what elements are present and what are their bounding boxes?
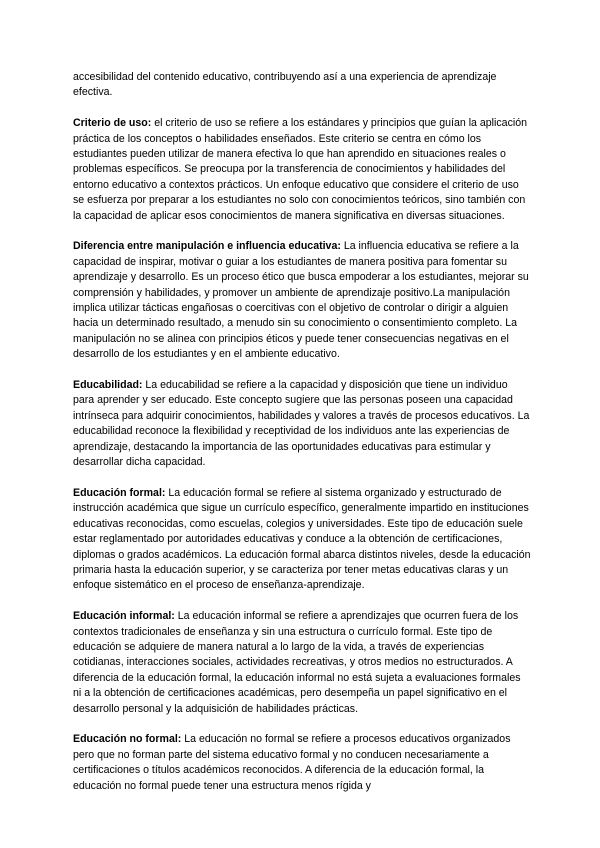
section-criterio-de-uso — [73, 116, 531, 224]
section-educacion-informal — [73, 609, 531, 717]
section-term: Criterio de uso: — [73, 117, 152, 130]
section-text: La educación formal se refiere al sistema organizado y estructurado de instrucción académica que sigue un currículo específico, generalmente impartido en instituciones educativas reconocidas, como escuelas, colegios y universidades. Este tipo de educación suele estar reglamentado por autoridades educativas y conduce a la obtención de certificaciones, diplomas o grados académicos. La educación formal abarca distintos niveles, desde la educación primaria hasta la educación superior, y se caracteriza por tener metas educativas claras y un enfoque sistemático en el proceso de enseñanza-aprendizaje. — [73, 486, 531, 592]
section-manipulacion-influencia — [73, 239, 531, 362]
section-term: Educación informal: — [73, 610, 175, 623]
section-educabilidad — [73, 378, 531, 470]
section-text: La educación informal se refiere a aprendizajes que ocurren fuera de los contextos tradicionales de enseñanza y sin una estructura o currículo formal. Este tipo de educación se adquiere de manera natural a lo largo de la vida, a través de experiencias cotidianas, interacciones sociales, actividades recreativas, y otros medios no estructurados. A diferencia de la educación formal, la educación informal no está sujeta a evaluaciones formales ni a la obtención de certificaciones académicas, pero desempeña un papel significativo en el desarrollo personal y la adquisición de habilidades prácticas. — [73, 610, 521, 715]
section-educacion-formal — [73, 486, 531, 594]
section-text: el criterio de uso se refiere a los estándares y principios que guían la aplicación práctica de los conceptos o habilidades enseñados. Este criterio se centra en cómo los estudiantes pueden utilizar de manera efectiva lo que han aprendido en situaciones reales o problemas específicos. Se preocupa por la transferencia de conocimientos y habilidades del entorno educativo a contextos prácticos. Un enfoque educativo que considere el criterio de uso se esfuerza por preparar a los estudiantes no solo con conocimientos teóricos, sino también con la capacidad de aplicar esos conocimientos de manera significativa en diversas situaciones. — [73, 117, 527, 222]
section-term: Educabilidad: — [73, 379, 143, 392]
section-term: Diferencia entre manipulación e influencia educativa: — [73, 240, 341, 253]
section-text: La educación no formal se refiere a procesos educativos organizados pero que no forman parte del sistema educativo formal y no conducen necesariamente a certificaciones o títulos académicos reconocidos. A diferencia de la educación formal, la educación no formal puede tener una estructura menos rígida y — [73, 733, 511, 792]
section-term: Educación formal: — [73, 486, 166, 499]
section-educacion-no-formal — [73, 732, 531, 794]
continuation-paragraph — [73, 70, 531, 101]
continuation-text: accesibilidad del contenido educativo, contribuyendo así a una experiencia de aprendizaje efectiva. — [73, 71, 497, 99]
document-body — [73, 70, 531, 809]
section-text: La educabilidad se refiere a la capacidad y disposición que tiene un individuo para aprender y ser educado. Este concepto sugiere que las personas poseen una capacidad intrínseca para adquirir conocimientos, habilidades y valores a través de procesos educativos. La educabilidad reconoce la flexibilidad y receptividad de los individuos ante las experiencias de aprendizaje, destacando la importancia de las oportunidades educativas para estimular y desarrollar dicha capacidad. — [73, 379, 530, 469]
section-text: La influencia educativa se refiere a la capacidad de inspirar, motivar o guiar a los estudiantes de manera positiva para fomentar su aprendizaje y desarrollo. Es un proceso ético que busca empoderar a los estudiantes, mejorar su comprensión y habilidades, y promover un ambiente de aprendizaje positivo.La manipulación implica utilizar tácticas engañosas o coercitivas con el objetivo de controlar o dirigir a alguien hacia un determinado resultado, a menudo sin su conocimiento o consentimiento completo. La manipulación no se alinea con principios éticos y puede tener consecuencias negativas en el desarrollo de los estudiantes y en el ambiente educativo. — [73, 240, 529, 361]
section-term: Educación no formal: — [73, 733, 182, 746]
